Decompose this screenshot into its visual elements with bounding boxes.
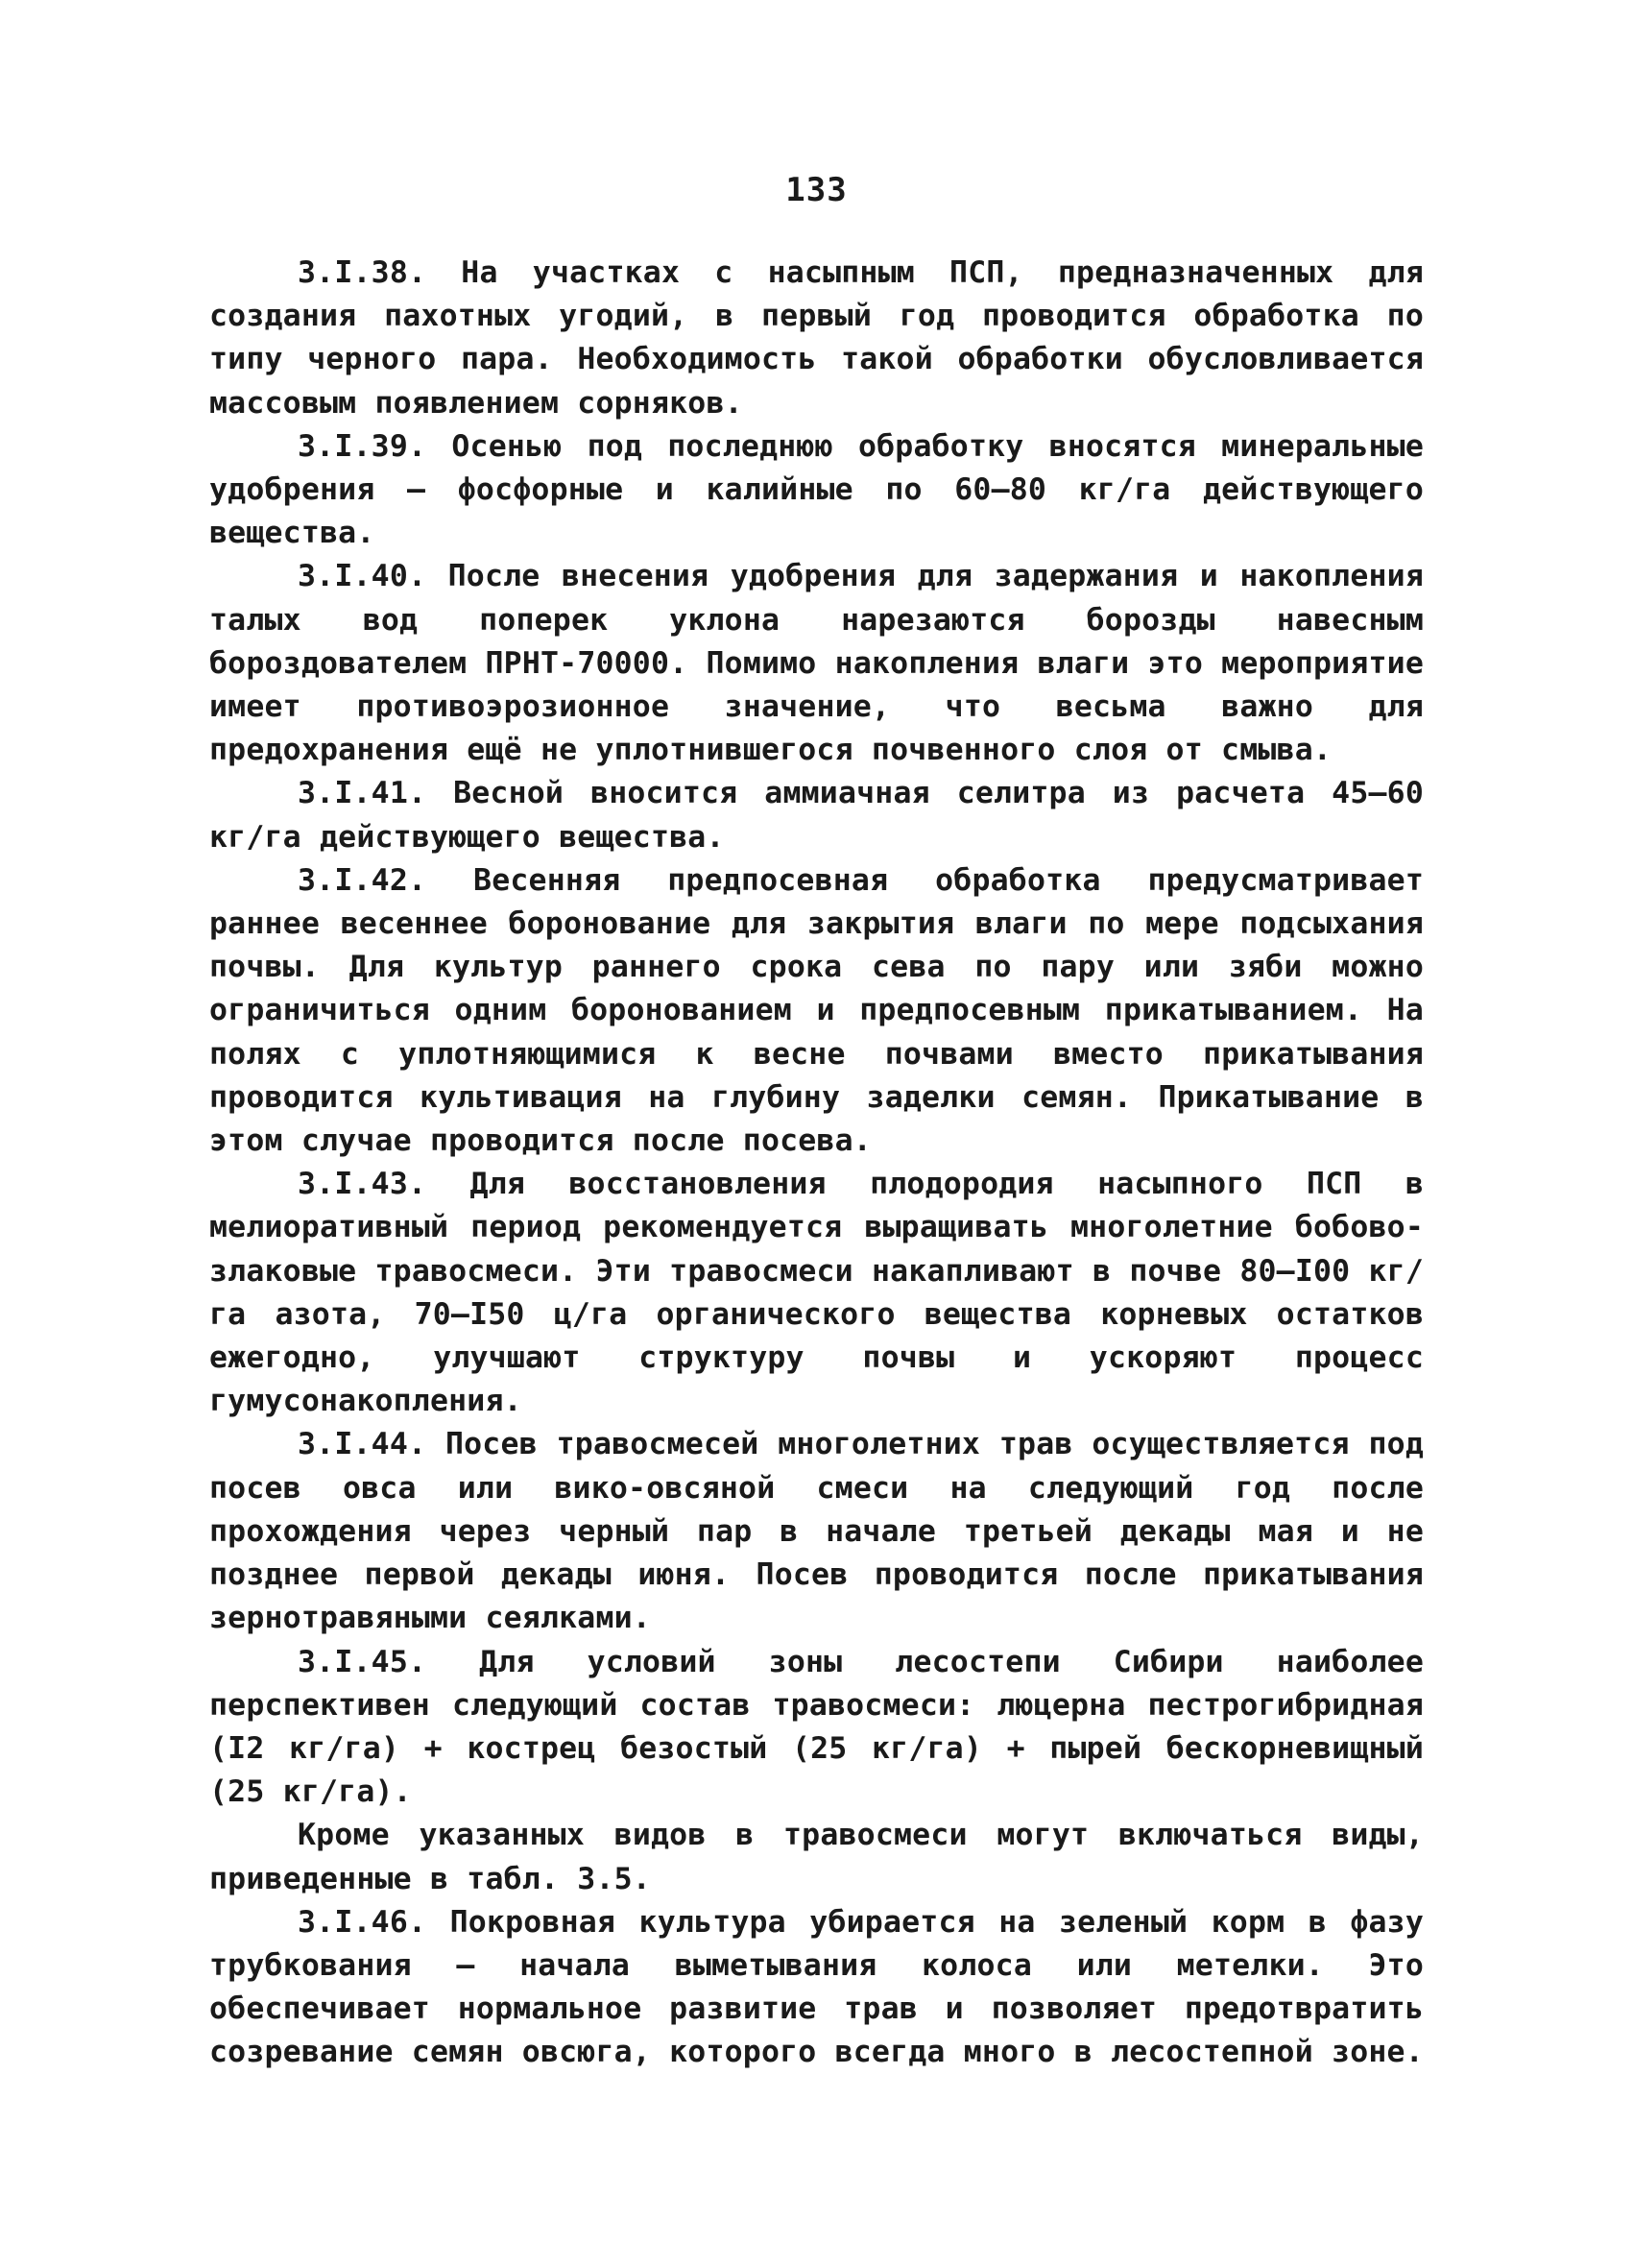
- page-number: 133: [785, 171, 848, 209]
- paragraph-3-1-43: 3.I.43. Для восстановления плодородия насыпного ПСП в мелиоративный период рекомендуется выращивать многолетние бобово-злаковые травосмеси. Эти травосмеси накапливают в почве 80–I00 кг/га азота, 70–I50 ц/га органического вещества корневых остатков ежегодно, улучшают структуру почвы и ускоряют процесс гумусонакопления.: [209, 1167, 1424, 1419]
- paragraph-3-1-38: 3.I.38. На участках с насыпным ПСП, предназначенных для создания пахотных угодий, в первый год проводится обработка по типу черного пара. Необходимость такой обработки обусловливается массовым появлением сорняков.: [209, 255, 1424, 421]
- paragraph-3-1-39: 3.I.39. Осенью под последнюю обработку вносятся минеральные удобрения – фосфорные и калийные по 60–80 кг/га действующего вещества.: [209, 428, 1424, 551]
- paragraph-3-1-40: 3.I.40. После внесения удобрения для задержания и накопления талых вод поперек уклона нарезаются борозды навесным бороздователем ПРНТ-70000. Помимо накопления влаги это мероприятие имеет противоэрозионное значение, что весьма важно для предохранения ещё не уплотнившегося почвенного слоя от смыва.: [209, 559, 1424, 768]
- paragraph-3-1-41: 3.I.41. Весной вносится аммиачная селитра из расчета 45–60 кг/га действующего вещества.: [209, 776, 1424, 855]
- paragraph-3-1-46: 3.I.46. Покровная культура убирается на зеленый корм в фазу трубкования – начала выметывания колоса или метелки. Это обеспечивает нормальное развитие трав и позволяет предотвратить созревание семян овсюга, которого всегда много в лесостепной зоне.: [209, 1904, 1424, 2070]
- paragraph-3-1-42: 3.I.42. Весенняя предпосевная обработка предусматривает раннее весеннее боронование для закрытия влаги по мере подсыхания почвы. Для культур раннего срока сева по пару или зяби можно ограничиться одним боронованием и предпосевным прикатыванием. На полях с уплотняющимися к весне почвами вместо прикатывания проводится культивация на глубину заделки семян. Прикатывание в этом случае проводится после посева.: [209, 862, 1424, 1159]
- text-body: [209, 252, 1424, 2075]
- paragraph-3-1-45: 3.I.45. Для условий зоны лесостепи Сибири наиболее перспективен следующий состав травосмеси: люцерна пестрогибридная (I2 кг/га) + кострец безостый (25 кг/га) + пырей бескорневищный (25 кг/га).: [209, 1644, 1424, 1810]
- paragraph-additional-species: Кроме указанных видов в травосмеси могут включаться виды, приведенные в табл. 3.5.: [209, 1818, 1424, 1896]
- paragraph-3-1-44: 3.I.44. Посев травосмесей многолетних трав осуществляется под посев овса или вико-овсяной смеси на следующий год после прохождения через черный пар в начале третьей декады мая и не позднее первой декады июня. Посев проводится после прикатывания зернотравяными сеялками.: [209, 1427, 1424, 1636]
